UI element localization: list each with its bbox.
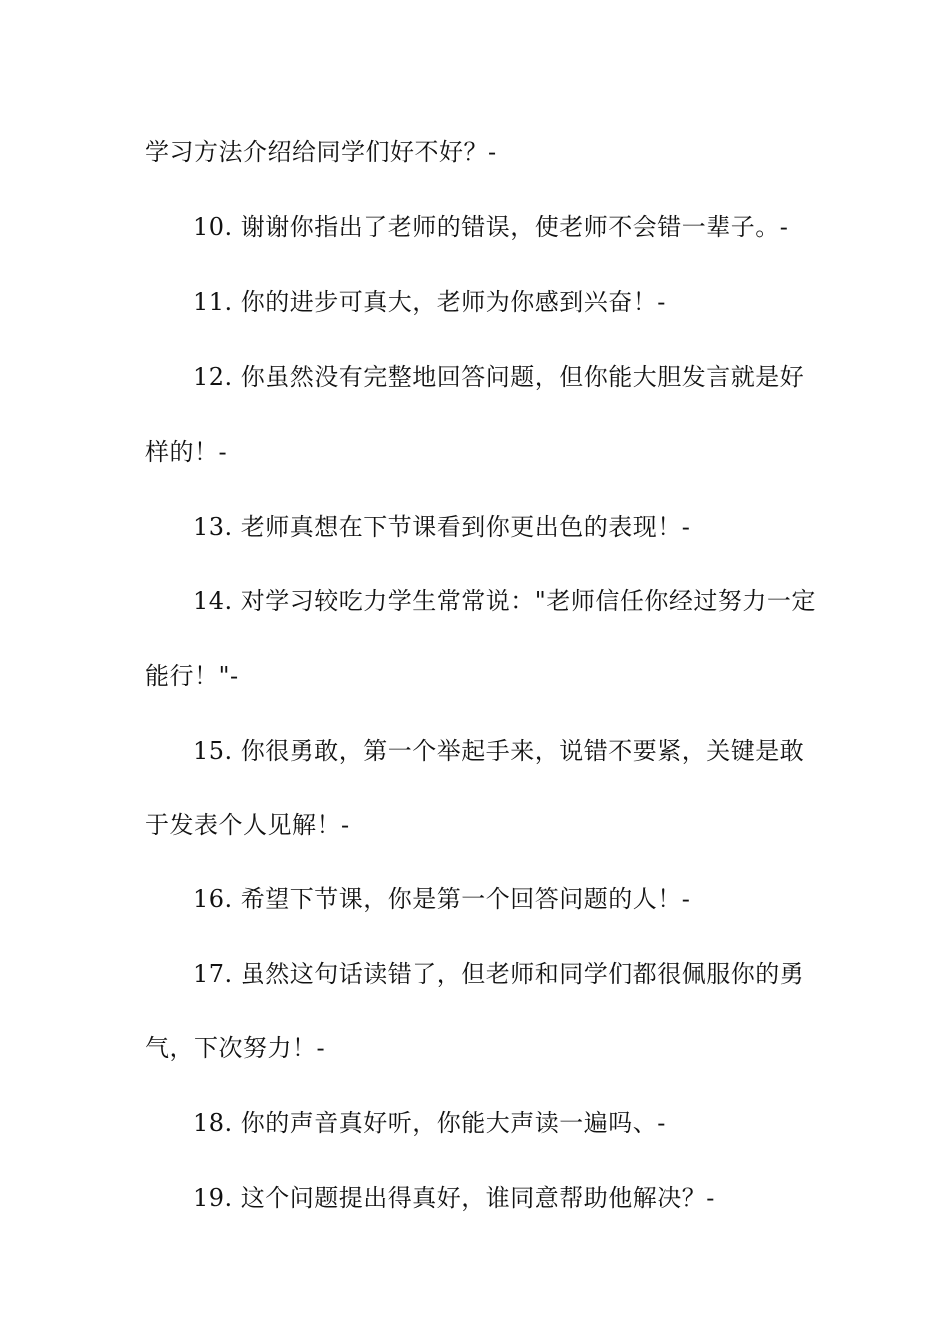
text-line: 气，下次努力！- xyxy=(145,1034,326,1062)
text-line: 14. 对学习较吃力学生常常说："老师信任你经过努力一定 xyxy=(193,587,816,615)
text-line: 15. 你很勇敢，第一个举起手来，说错不要紧，关键是敢 xyxy=(193,737,805,765)
text-line: 11. 你的进步可真大，老师为你感到兴奋！- xyxy=(193,288,666,316)
text-line: 17. 虽然这句话读错了，但老师和同学们都很佩服你的勇 xyxy=(193,960,805,988)
text-line: 12. 你虽然没有完整地回答问题，但你能大胆发言就是好 xyxy=(193,363,805,391)
text-line: 19. 这个问题提出得真好，谁同意帮助他解决？- xyxy=(193,1184,715,1212)
text-line: 18. 你的声音真好听，你能大声读一遍吗、- xyxy=(193,1109,666,1137)
text-line: 于发表个人见解！- xyxy=(145,811,350,839)
text-line: 学习方法介绍给同学们好不好？- xyxy=(145,138,497,166)
text-line: 10. 谢谢你指出了老师的错误，使老师不会错一辈子。- xyxy=(193,213,789,241)
text-line: 16. 希望下节课，你是第一个回答问题的人！- xyxy=(193,885,691,913)
text-line: 能行！"- xyxy=(145,662,239,690)
text-line: 样的！- xyxy=(145,438,228,466)
text-line: 13. 老师真想在下节课看到你更出色的表现！- xyxy=(193,513,691,541)
